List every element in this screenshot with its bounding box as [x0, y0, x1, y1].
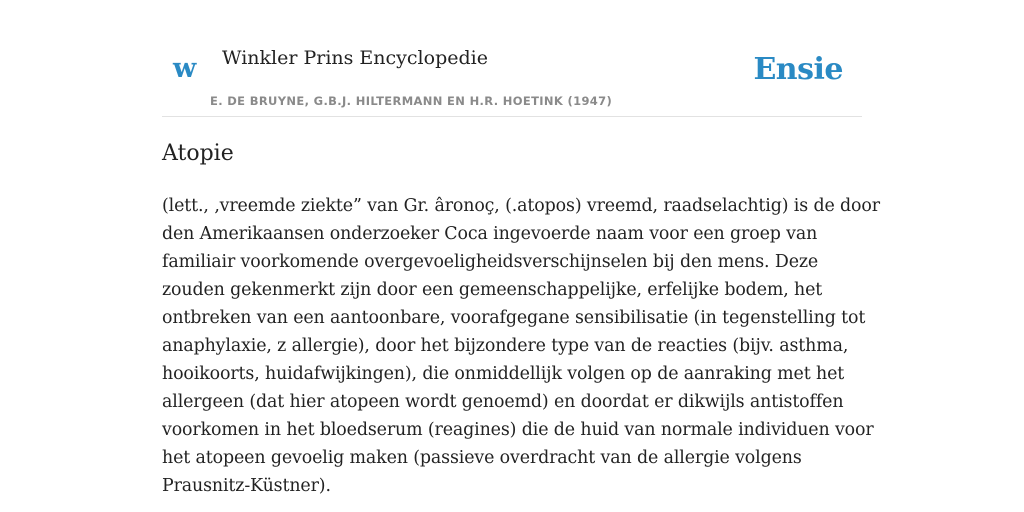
ensie-logo[interactable]: Ensie — [753, 52, 843, 87]
publication-title[interactable]: Winkler Prins Encyclopedie — [222, 47, 488, 69]
article-line: anaphylaxie, z allergie), door het bijzondere type van de reacties (bijv. asthma, — [162, 336, 849, 356]
article-body — [162, 192, 880, 500]
header — [162, 0, 862, 117]
authors-line: E. DE BRUYNE, G.B.J. HILTERMANN EN H.R. HOETINK (1947) — [210, 94, 613, 108]
article-line: familiair voorkomende overgevoeligheidsverschijnselen bij den mens. Deze — [162, 252, 819, 272]
article-line: Prausnitz-Küstner). — [162, 476, 331, 496]
article-line: voorkomen in het bloedserum (reagines) die de huid van normale individuen voor — [162, 420, 874, 440]
article-line: (lett., ‚vreemde ziekte” van Gr. âronoç, (.atopos) vreemd, raadselachtig) is de door — [162, 196, 880, 216]
article-line: den Amerikaansen onderzoeker Coca ingevoerde naam voor een groep van — [162, 224, 818, 244]
article-line: ontbreken van een aantoonbare, voorafgegane sensibilisatie (in tegenstelling tot — [162, 308, 866, 328]
article-line: zouden gekenmerkt zijn door een gemeenschappelijke, erfelijke bodem, het — [162, 280, 823, 300]
article-title: Atopie — [162, 141, 234, 166]
article-line: het atopeen gevoelig maken (passieve overdracht van de allergie volgens — [162, 448, 802, 468]
winkler-prins-logo-icon[interactable]: w — [173, 53, 197, 84]
article-line: hooikoorts, huidafwijkingen), die onmiddellijk volgen op de aanraking met het — [162, 364, 845, 384]
article-line: allergeen (dat hier atopeen wordt genoemd) en doordat er dikwijls antistoffen — [162, 392, 844, 412]
